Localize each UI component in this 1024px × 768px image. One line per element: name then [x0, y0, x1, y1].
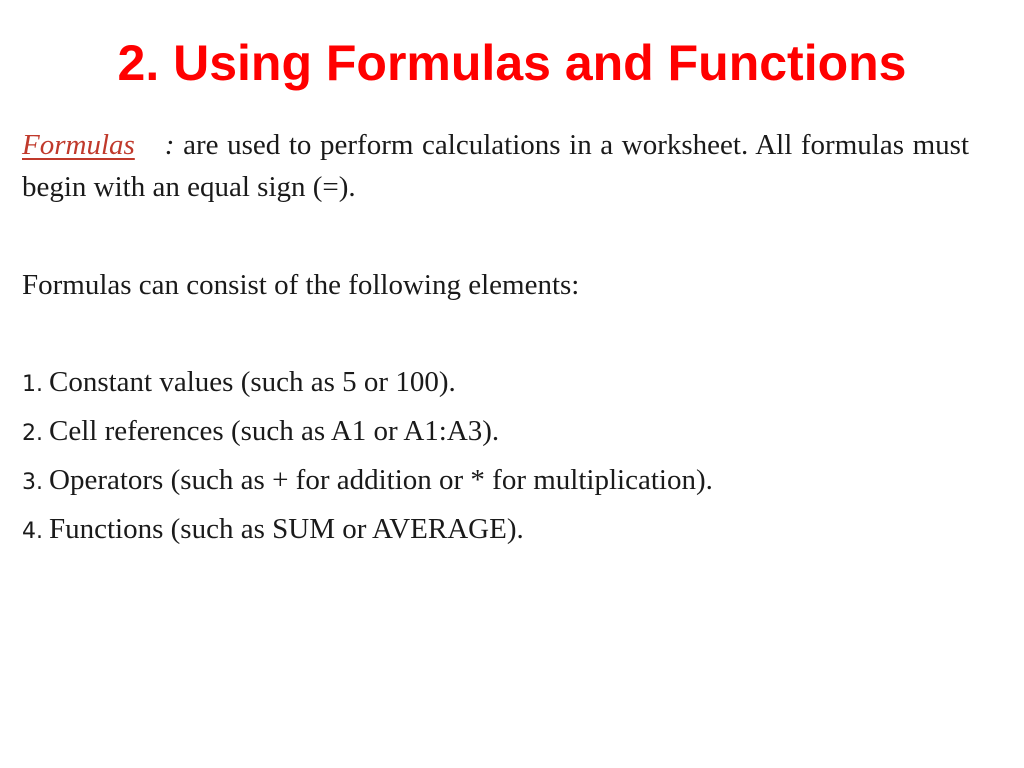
list-item [22, 508, 982, 557]
list-item-number: 1. [22, 372, 43, 397]
elements-list [22, 361, 982, 557]
list-item-number: 4. [22, 519, 43, 544]
list-item-text: Cell references (such as A1 or A1:A3). [49, 415, 500, 447]
list-item-text: Functions (such as SUM or AVERAGE). [49, 513, 524, 545]
list-item [22, 459, 982, 508]
list-item-text: Constant values (such as 5 or 100). [49, 366, 456, 398]
elements-intro: Formulas can consist of the following elements: [22, 269, 580, 301]
formulas-definition [22, 124, 969, 208]
slide-title: 2. Using Formulas and Functions [117, 35, 907, 91]
definition-text: are used to perform calculations in a worksheet. All formulas must begin with an equal sign (=). [22, 129, 969, 203]
definition-colon: : [164, 129, 175, 161]
list-item [22, 361, 982, 410]
list-item-number: 2. [22, 421, 43, 446]
list-item-text: Operators (such as + for addition or * for multiplication). [49, 464, 713, 496]
formulas-term: Formulas [22, 129, 135, 161]
list-item [22, 410, 982, 459]
list-item-number: 3. [22, 470, 43, 495]
